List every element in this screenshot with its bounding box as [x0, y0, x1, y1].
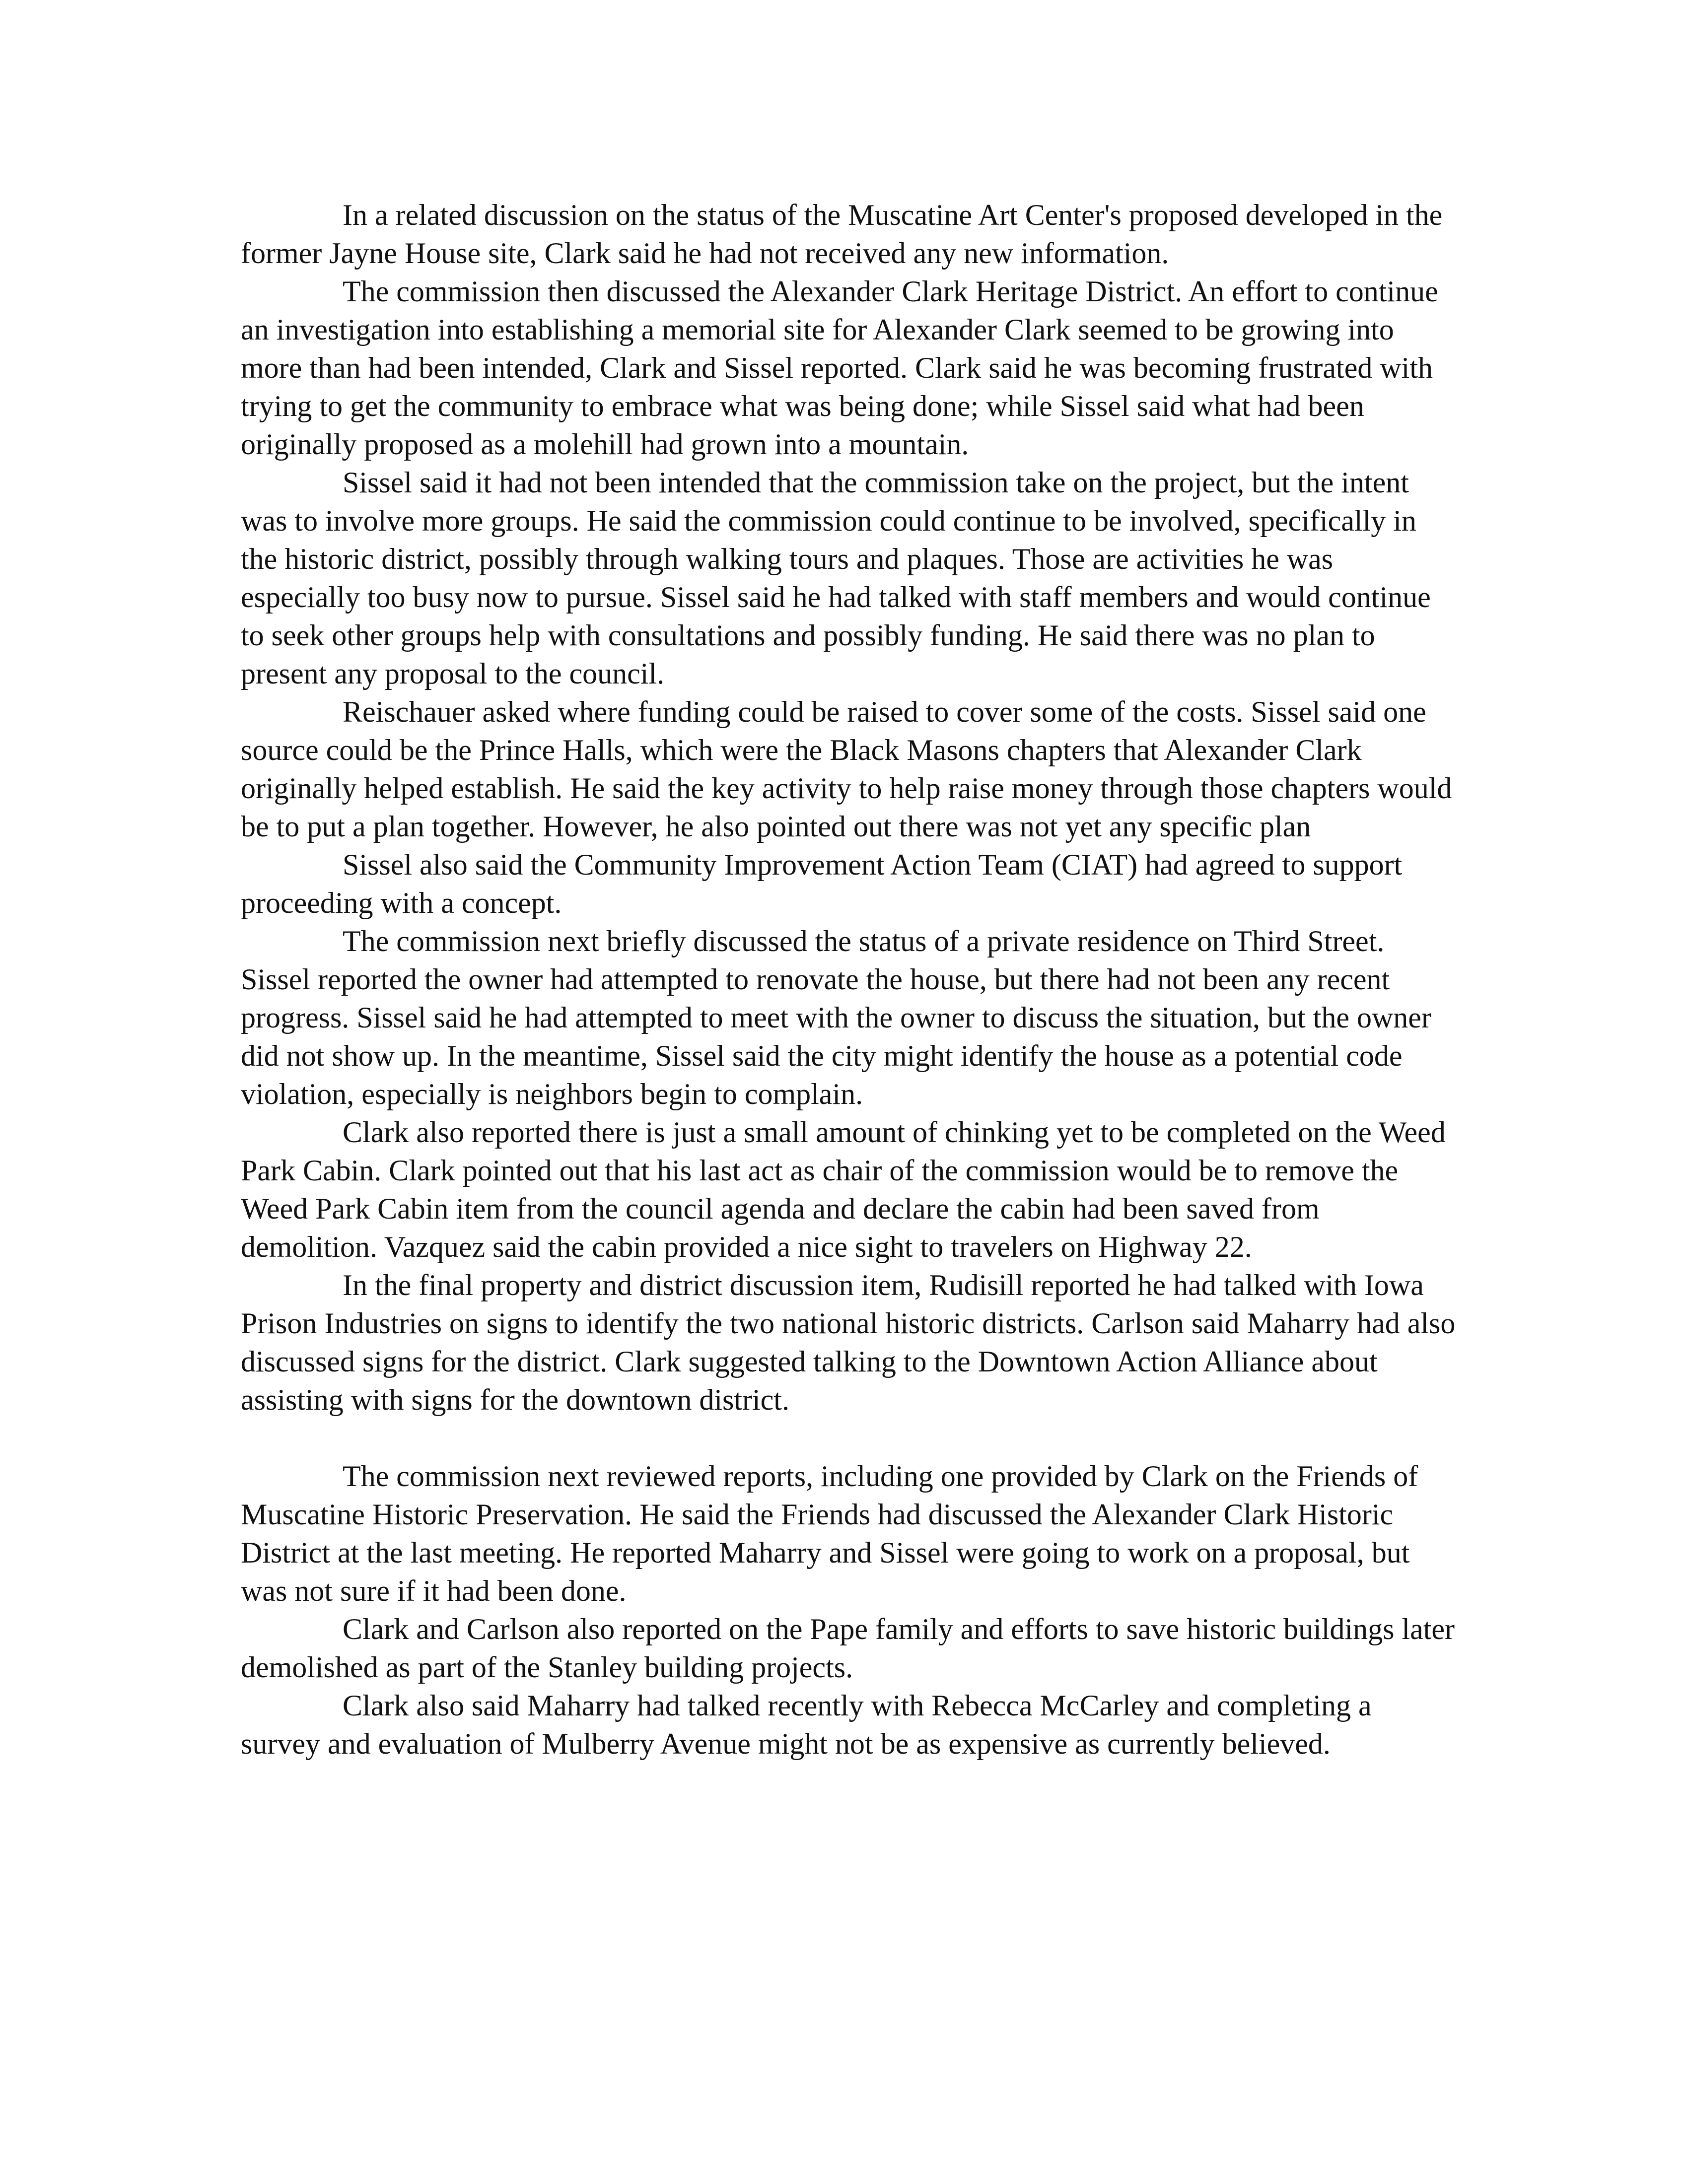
paragraph-signs: In the final property and district discussion item, Rudisill reported he had talked with Iowa Prison Industries on signs to identify the two national historic districts. Carlson said Maharry had also discussed signs for the district. Clark suggested talking to the Downtown Action Alliance about assisting with signs for the downtown district. [241, 1269, 1456, 1416]
section-break [241, 1419, 1457, 1457]
paragraph-mulberry-avenue: Clark also said Maharry had talked recently with Rebecca McCarley and completing a survey and evaluation of Mulberry Avenue might not be as expensive as currently believed. [241, 1689, 1372, 1760]
paragraph-reports: The commission next reviewed reports, including one provided by Clark on the Friends of Muscatine Historic Preservation. He said the Friends had discussed the Alexander Clark Historic District at the last meeting. He reported Maharry and Sissel were going to work on a proposal, but was not sure if it had been done. [241, 1460, 1418, 1607]
paragraph-weed-park-cabin: Clark also reported there is just a small amount of chinking yet to be completed on the Weed Park Cabin. Clark pointed out that his last act as chair of the commission would be to remove the Weed Park Cabin item from the council agenda and declare the cabin had been saved from demolition. Vazquez said the cabin provided a nice sight to travelers on Highway 22. [241, 1116, 1446, 1263]
document-page [241, 196, 1457, 1763]
paragraph-third-street: The commission next briefly discussed the status of a private residence on Third Street. Sissel reported the owner had attempted to renovate the house, but there had not been any recent progress. Sissel said he had attempted to meet with the owner to discuss the situation, but the owner did not show up. In the meantime, Sissel said the city might identify the house as a potential code violation, especially is neighbors begin to complain. [241, 925, 1431, 1110]
paragraph-funding: Reischauer asked where funding could be raised to cover some of the costs. Sissel said one source could be the Prince Halls, which were the Black Masons chapters that Alexander Clark originally helped establish. He said the key activity to help raise money through those chapters would be to put a plan together. However, he also pointed out there was not yet any specific plan [241, 695, 1452, 843]
paragraph-ciat: Sissel also said the Community Improvement Action Team (CIAT) had agreed to support proceeding with a concept. [241, 848, 1403, 919]
paragraph-heritage-district: The commission then discussed the Alexander Clark Heritage District. An effort to continue an investigation into establishing a memorial site for Alexander Clark seemed to be growing into more than had been intended, Clark and Sissel reported. Clark said he was becoming frustrated with trying to get the community to embrace what was being done; while Sissel said what had been originally proposed as a molehill had grown into a mountain. [241, 275, 1438, 461]
paragraph-pape-family: Clark and Carlson also reported on the Pape family and efforts to save historic buildings later demolished as part of the Stanley building projects. [241, 1613, 1455, 1684]
paragraph-commission-involvement: Sissel said it had not been intended that the commission take on the project, but the intent was to involve more groups. He said the commission could continue to be involved, specifically in the historic district, possibly through walking tours and plaques. Those are activities he was especially too busy now to pursue. Sissel said he had talked with staff members and would continue to seek other groups help with consultations and possibly funding. He said there was no plan to present any proposal to the council. [241, 466, 1431, 690]
paragraph-art-center: In a related discussion on the status of the Muscatine Art Center's proposed developed in the former Jayne House site, Clark said he had not received any new information. [241, 199, 1443, 270]
